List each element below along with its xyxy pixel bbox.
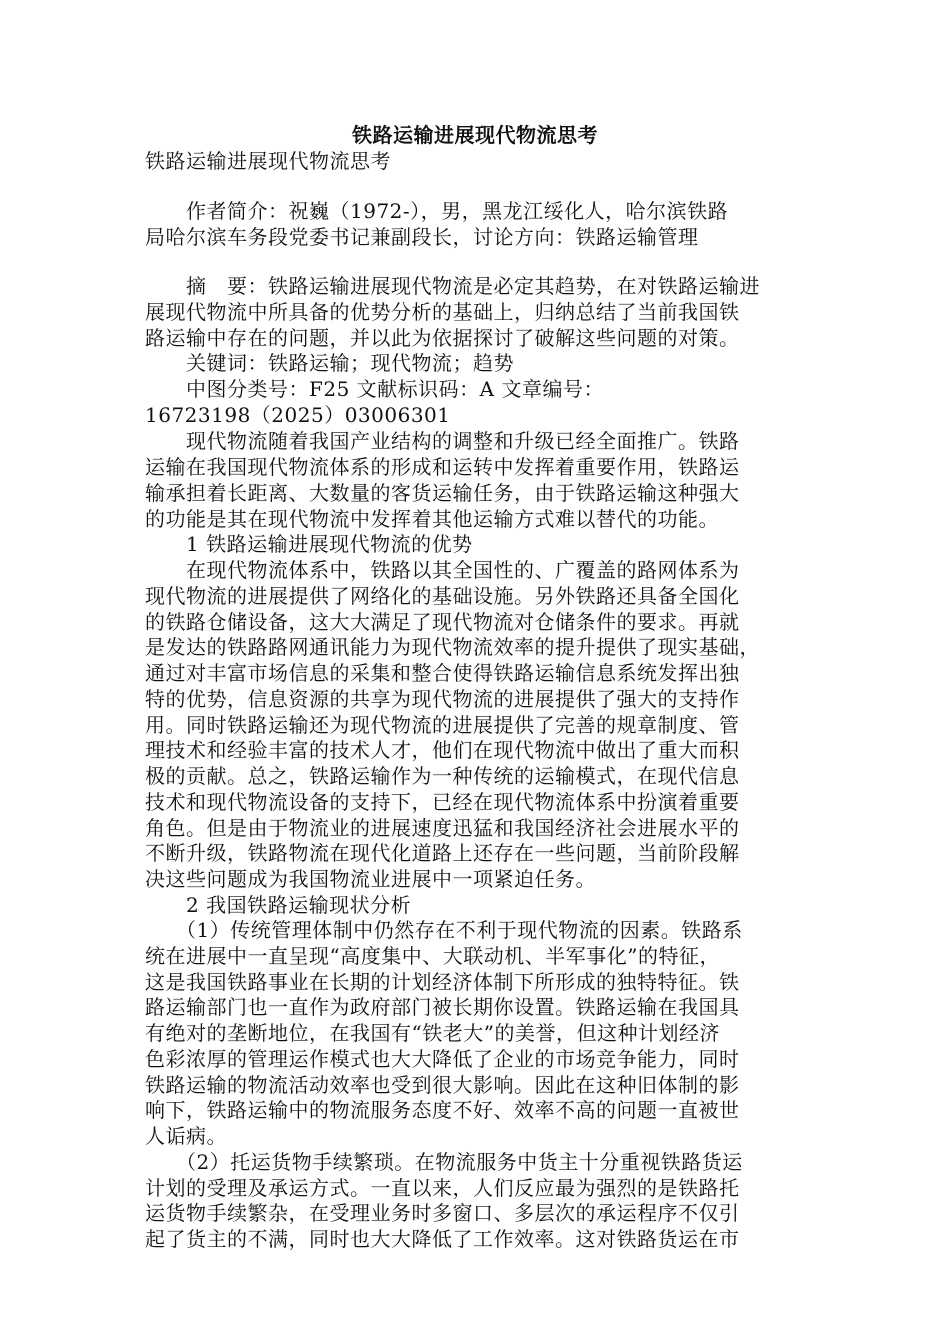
body-line: 决这些问题成为我国物流业进展中一项紧迫任务。 (145, 867, 596, 891)
body-line: 这是我国铁路事业在长期的计划经济体制下所形成的独特特征。铁 (145, 970, 740, 994)
body-line: 摘 要：铁路运输进展现代物流是必定其趋势，在对铁路运输进 (145, 274, 760, 298)
body-line: 现代物流随着我国产业结构的调整和升级已经全面推广。铁路 (145, 429, 740, 453)
body-line: （1）传统管理体制中仍然存在不利于现代物流的因素。铁路系 (145, 918, 743, 942)
body-line: 输承担着长距离、大数量的客货运输任务，由于铁路运输这种强大 (145, 481, 740, 505)
body-line: 1 铁路运输进展现代物流的优势 (145, 532, 473, 556)
body-line: 理技术和经验丰富的技术人才，他们在现代物流中做出了重大而积 (145, 738, 740, 762)
body-line: 铁路运输进展现代物流思考 (145, 149, 391, 173)
body-line: 不断升级，铁路物流在现代化道路上还存在一些问题，当前阶段解 (145, 841, 740, 865)
body-line: 16723198（2025）03006301 (145, 403, 451, 427)
body-line: 局哈尔滨车务段党委书记兼副段长，讨论方向：铁路运输管理 (145, 225, 699, 249)
body-line: 技术和现代物流设备的支持下，已经在现代物流体系中扮演着重要 (145, 790, 740, 814)
body-line: 路运输中存在的问题，并以此为依据探讨了破解这些问题的对策。 (145, 326, 740, 350)
body-line: 关键词：铁路运输；现代物流；趋势 (145, 351, 514, 375)
body-line: 运输在我国现代物流体系的形成和运转中发挥着重要作用，铁路运 (145, 455, 740, 479)
body-line: 用。同时铁路运输还为现代物流的进展提供了完善的规章制度、管 (145, 713, 740, 737)
body-line: 铁路运输的物流活动效率也受到很大影响。因此在这种旧体制的影 (145, 1073, 740, 1097)
body-line: 的铁路仓储设备，这大大满足了现代物流对仓储条件的要求。再就 (145, 610, 740, 634)
body-line: 计划的受理及承运方式。一直以来，人们反应最为强烈的是铁路托 (145, 1176, 740, 1200)
body-line: 路运输部门也一直作为政府部门被长期你设置。铁路运输在我国具 (145, 995, 740, 1019)
body-line: 角色。但是由于物流业的进展速度迅猛和我国经济社会进展水平的 (145, 816, 740, 840)
body-line: 通过对丰富市场信息的采集和整合使得铁路运输信息系统发挥出独 (145, 661, 740, 685)
body-line: 现代物流的进展提供了网络化的基础设施。另外铁路还具备全国化 (145, 584, 740, 608)
body-line: 响下，铁路运输中的物流服务态度不好、效率不高的问题一直被世 (145, 1098, 740, 1122)
body-line: 极的贡献。总之，铁路运输作为一种传统的运输模式，在现代信息 (145, 764, 740, 788)
body-line: 统在进展中一直呈现“高度集中、大联动机、半军事化”的特征， (145, 944, 720, 968)
body-line: 在现代物流体系中，铁路以其全国性的、广覆盖的路网体系为 (145, 558, 740, 582)
body-line: 是发达的铁路路网通讯能力为现代物流效率的提升提供了现实基础， (145, 635, 760, 659)
document-title: 铁路运输进展现代物流思考 (352, 123, 598, 147)
body-line: 有绝对的垄断地位，在我国有“铁老大”的美誉，但这种计划经济 (145, 1021, 720, 1045)
body-line: 作者简介：祝巍（1972-），男，黑龙江绥化人，哈尔滨铁路 (145, 199, 729, 223)
body-line: 特的优势，信息资源的共享为现代物流的进展提供了强大的支持作 (145, 687, 740, 711)
body-line: 运货物手续繁杂，在受理业务时多窗口、多层次的承运程序不仅引 (145, 1201, 740, 1225)
body-line: 2 我国铁路运输现状分析 (145, 893, 412, 917)
body-line: 的功能是其在现代物流中发挥着其他运输方式难以替代的功能。 (145, 507, 719, 531)
body-line: （2）托运货物手续繁琐。在物流服务中货主十分重视铁路货运 (145, 1150, 743, 1174)
body-line: 人诟病。 (145, 1124, 227, 1148)
body-line: 中图分类号：F25 文献标识码：A 文章编号： (145, 377, 604, 401)
body-line: 色彩浓厚的管理运作模式也大大降低了企业的市场竞争能力，同时 (145, 1047, 740, 1071)
body-line: 展现代物流中所具备的优势分析的基础上，归纳总结了当前我国铁 (145, 300, 740, 324)
body-line: 起了货主的不满，同时也大大降低了工作效率。这对铁路货运在市 (145, 1227, 740, 1251)
